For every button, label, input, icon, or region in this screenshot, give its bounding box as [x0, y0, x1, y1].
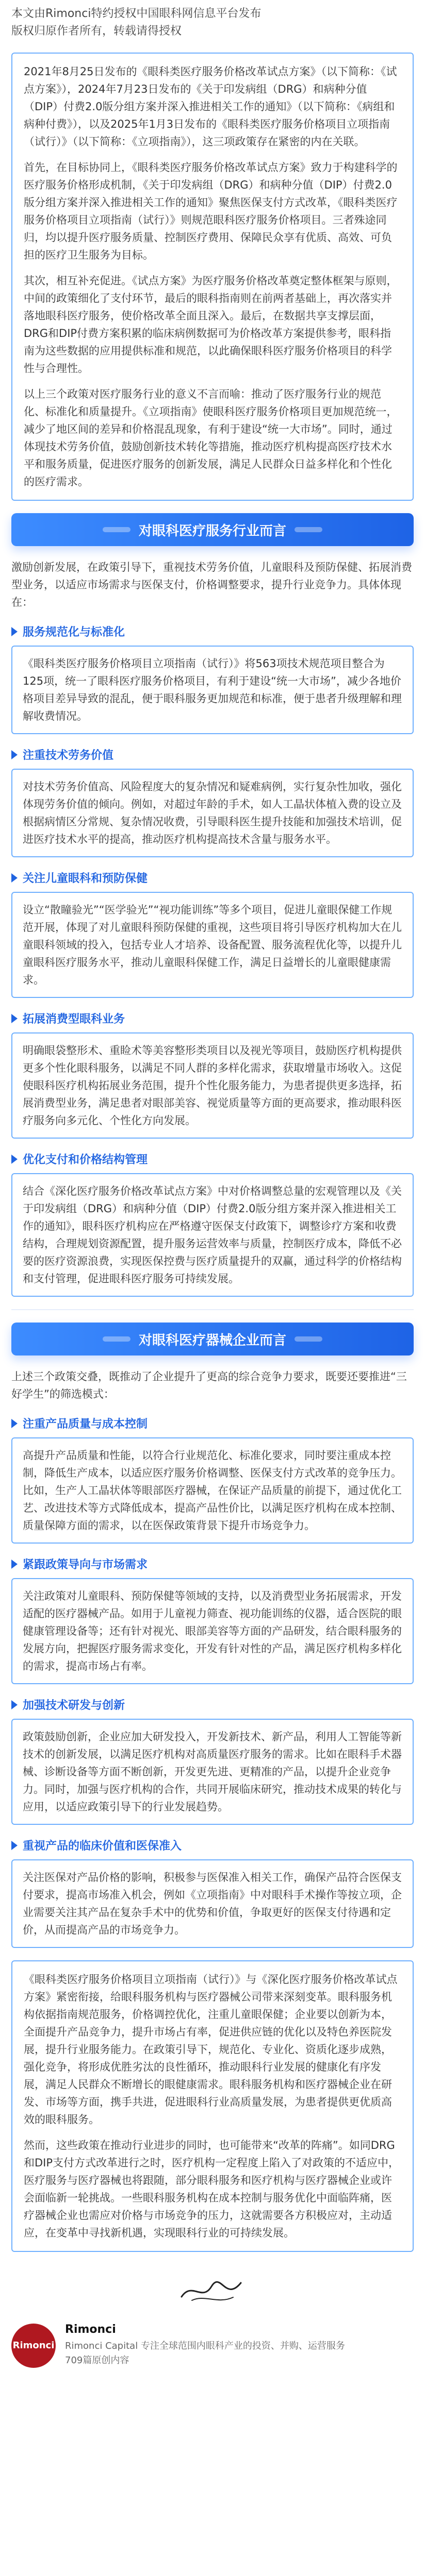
- content-card: [11, 1719, 414, 1825]
- intro-paragraph-2: 首先，在目标协同上，《眼科类医疗服务价格改革试点方案》致力于构建科学的医疗服务价格形成机制，《关于印发病组（DRG）和病种分值（DIP）付费2.0版分组方案并深入推进相关工作的通知》聚焦医保支付方式改革，《眼科类医疗服务价格项目立项指南（试行）》则规范眼科医疗服务价格项目。三者殊途同归，均以提升医疗服务质量、控制医疗费用、保障民众享有优质、高效、可负担的医疗卫生服务为目标。: [24, 161, 398, 261]
- sub-heading: [11, 1556, 414, 1572]
- signature: [171, 2269, 254, 2314]
- closing-paragraph-1: 《眼科类医疗服务价格项目立项指南（试行）》与《深化医疗服务价格改革试点方案》紧密衔接，给眼科服务机构与医疗器械公司带来深刻变革。眼科服务机构依据指南规范服务，价格调控优化，注重儿童眼保健；企业要以创新为本，全面提升产品竞争力，提升市场占有率，促进供应链的优化以及特色养医院发展，提升行业服务能力。在政策引导下，规范化、专业化、资质化逐步成熟，强化竞争，将形成优胜劣汰的良性循环，推动眼科行业发展的健康化有序发展，满足人民群众不断增长的眼健康需求。眼科服务机构和医疗器械企业在研发、市场等方面，携手共进，促进眼科行业高质量发展，为患者提供更优质高效的眼科服务。: [24, 1973, 398, 2126]
- sub-heading-text: 服务规范化与标准化: [23, 626, 125, 639]
- card-body: 结合《深化医疗服务价格改革试点方案》中对价格调整总量的宏观管理以及《关于印发病组（DRG）和病种分值（DIP）付费2.0版分组方案并深入推进相关工作的通知》，眼科医疗机构应在严格遵守医保支付政策下，调整诊疗方案和收费结构，合理规划资源配置，提升服务运营效率与质量，控制医疗成本，降低不必要的医疗资源浪费，实现医保控费与医疗质量提升的双赢，通过科学的价格结构和支付管理，促进眼科医疗服务可持续发展。: [23, 1185, 402, 1285]
- closing-paragraph-2: 然而，这些政策在推动行业进步的同时，也可能带来“改革的阵痛”。如同DRG和DIP支付方式改革进行之时，医疗机构一定程度上陷入了对政策的不适应中，医疗服务与医疗器械也将跟随，部分眼科服务和医疗机构与医疗器械企业或许会面临新一轮挑战。一些眼科服务机构在成本控制与服务优化中面临阵痛，医疗器械企业也需应对价格与市场竞争的压力，这就需要各方积极应对，主动适应，在变革中寻找新机遇，实现眼科行业的可持续发展。: [24, 2139, 400, 2239]
- intro-paragraph-4: 以上三个政策对医疗服务行业的意义不言而喻：推动了医疗服务行业的规范化、标准化和质量提升。《立项指南》使眼科医疗服务价格项目更加规范统一，减少了地区间的差异和价格混乱现象，有利于建设“统一大市场”。同时，通过体现技术劳务价值，鼓励创新技术转化等措施，推动医疗机构提高医疗技术水平和服务质量，促进医疗服务的创新发展，满足人民群众日益多样化和个性化的医疗需求。: [24, 388, 398, 488]
- card-body: 关注政策对儿童眼科、预防保健等领域的支持，以及消费型业务拓展需求，开发适配的医疗器械产品。如用于儿童视力筛查、视功能训练的仪器，适合医院的眼健康管理设备等；还有针对视光、眼部美容等方面的产品研发，结合眼科服务的发展方向，把握医疗服务需求变化，开发有针对性的产品，满足医疗机构多样化的需求，提高市场占有率。: [23, 1590, 402, 1672]
- section-title-text: 对眼科医疗器械企业而言: [138, 1332, 286, 1348]
- dash-deco-icon: [295, 1336, 322, 1342]
- content-card: [11, 1437, 414, 1544]
- triangle-bullet-icon: [11, 1700, 18, 1709]
- dash-deco-icon: [295, 527, 322, 532]
- org-name: Rimonci: [65, 2323, 116, 2336]
- sub-heading: [11, 1151, 414, 1167]
- sub-heading-text: 紧跟政策导向与市场需求: [23, 1558, 148, 1571]
- card-body: 关注医保对产品价格的影响，积极参与医保准入相关工作，确保产品符合医保支付要求，提高市场准入机会，例如《立项指南》中对眼科手术操作等按立项，企业需要关注其产品在复杂手术中的优势和价值，争取更好的医保支付待遇和定价，从而提高产品的市场竞争力。: [23, 1871, 402, 1936]
- sub-heading-text: 注重技术劳务价值: [23, 749, 114, 762]
- repost-line-1: 本文由Rimonci特约授权中国眼科网信息平台发布: [11, 7, 261, 20]
- section-title-services: [11, 513, 414, 546]
- sub-heading: [11, 1837, 414, 1853]
- footer-profile[interactable]: [11, 2323, 414, 2368]
- triangle-bullet-icon: [11, 1841, 18, 1850]
- avatar[interactable]: [11, 2324, 56, 2368]
- card-body: 明确眼袋整形术、重睑术等美容整形类项目以及视光等项目，鼓励医疗机构提供更多个性化眼科服务，以满足不同人群的多样化需求，获取增量市场收入。这促使眼科医疗机构拓展业务范围，提升个性化服务能力，为患者提供更多选择，拓展消费型业务，满足患者对眼部美容、视觉质量等方面的更高要求，推动眼科医疗服务向多元化、个性化方向发展。: [23, 1044, 402, 1127]
- card-body: 对技术劳务价值高、风险程度大的复杂情况和疑难病例，实行复杂性加收，强化体现劳务价值的倾向。例如，对超过年龄的手术，如人工晶状体植入费的设立及根据病情区分常规、复杂情况收费，引导眼科医生提升技能和加强技术培训，促进医疗技术水平的提高，推动医疗机构提高技术含量与服务水平。: [23, 781, 402, 845]
- triangle-bullet-icon: [11, 750, 18, 759]
- intro-paragraph-1: 2021年8月25日发布的《眼科类医疗服务价格改革试点方案》（以下简称：《试点方案》），2024年7月23日发布的《关于印发病组（DRG）和病种分值（DIP）付费2.0版分组方案并深入推进相关工作的通知》（以下简称：《病组和病种付费》），以及2025年1月3日发布的《眼科类医疗服务价格项目立项指南（试行）》（以下简称：《立项指南》），这三项政策存在紧密的内在关联。: [24, 65, 397, 148]
- card-body: 《眼科类医疗服务价格项目立项指南（试行）》将563项技术规范项目整合为125项，统一了眼科医疗服务价格项目，有利于建设“统一大市场”，减少各地价格项目差异导致的混乱，便于眼科服务更加规范和标准，便于患者升级理解和理解收费情况。: [23, 657, 402, 722]
- sub-heading-text: 注重产品质量与成本控制: [23, 1418, 148, 1431]
- sub-heading-text: 拓展消费型眼科业务: [23, 1013, 125, 1026]
- sub-heading: [11, 623, 414, 639]
- repost-note: [0, 0, 425, 40]
- triangle-bullet-icon: [11, 627, 18, 636]
- triangle-bullet-icon: [11, 1419, 18, 1428]
- triangle-bullet-icon: [11, 1560, 18, 1569]
- intro-paragraph-3: 其次，相互补充促进。《试点方案》为医疗服务价格改革奠定整体框架与原则，中间的政策细化了支付环节，最后的眼科指南则在前两者基础上，再次落实并落地眼科医疗服务，使价格改革全面且深入。最后，在数据共享支撑层面，DRG和DIP付费方案积累的临床病例数据可为价格改革方案提供参考，眼科指南为这些数据的应用提供标准和规范，以此确保眼科医疗服务价格项目的科学性与合理性。: [24, 275, 398, 375]
- intro-box: [11, 53, 414, 501]
- dash-deco-icon: [103, 527, 130, 532]
- triangle-bullet-icon: [11, 1155, 18, 1164]
- section-intro: 上述三个政策交叠，既推动了企业提升了更高的综合竞争力要求，既要还要推进“三好学生”的筛选模式：: [11, 1370, 407, 1400]
- content-card: [11, 892, 414, 998]
- triangle-bullet-icon: [11, 1014, 18, 1023]
- repost-line-2: 版权归原作者所有，转载请得授权: [11, 25, 182, 38]
- sub-heading: [11, 1697, 414, 1713]
- content-card: [11, 1032, 414, 1139]
- card-body: 政策鼓励创新，企业应加大研发投入，开发新技术、新产品，利用人工智能等新技术的创新发展，以满足医疗机构对高质量医疗服务的需求。比如在眼科手术器械、诊断设备等方面不断创新，开发更先进、更精准的产品，以提升企业竞争力。同时，加强与医疗机构的合作，共同开展临床研究，推动技术成果的转化与应用，以适应政策引导下的行业发展趋势。: [23, 1731, 402, 1813]
- sub-heading-text: 关注儿童眼科和预防保健: [23, 872, 148, 885]
- dash-deco-icon: [103, 1336, 130, 1342]
- section-title-devices: [11, 1323, 414, 1355]
- sub-heading-text: 加强技术研发与创新: [23, 1699, 125, 1712]
- avatar-text: Rimonci: [12, 2340, 55, 2351]
- sub-heading-text: 优化支付和价格结构管理: [23, 1154, 148, 1166]
- org-meta: 709篇原创内容: [65, 2355, 129, 2366]
- card-body: 设立“散瞳验光”“医学验光”“视功能训练”等多个项目，促进儿童眼保健工作规范开展，体现了对儿童眼科预防保健的重视，这些项目将引导医疗机构加大在儿童眼科领域的投入，包括专业人才培养、设备配置、服务流程优化等，以提升儿童眼科医疗服务水平，推动儿童眼科保健工作，满足日益增长的儿童眼健康需求。: [23, 904, 402, 986]
- section-title-text: 对眼科医疗服务行业而言: [138, 523, 286, 539]
- content-card: [11, 646, 414, 734]
- content-card: [11, 1859, 414, 1948]
- sub-heading-text: 重视产品的临床价值和医保准入: [23, 1840, 182, 1853]
- content-card: [11, 1173, 414, 1297]
- triangle-bullet-icon: [11, 873, 18, 883]
- sub-heading: [11, 747, 414, 762]
- content-card: [11, 1578, 414, 1684]
- content-card: [11, 769, 414, 857]
- signature-icon: [176, 2274, 249, 2310]
- closing-box: [11, 1960, 414, 2252]
- section-intro: 激励创新发展，在政策引导下，重视技术劳务价值，儿童眼科及预防保健、拓展消费型业务，以适应市场需求与医保支付，价格调整要求，提升行业竞争力。具体体现在：: [11, 561, 412, 608]
- sub-heading: [11, 1415, 414, 1431]
- org-desc: Rimonci Capital 专注全球范围内眼科产业的投资、并购、运营服务: [65, 2341, 345, 2351]
- sub-heading: [11, 870, 414, 886]
- card-body: 高提升产品质量和性能，以符合行业规范化、标准化要求，同时要注重成本控制，降低生产成本，以适应医疗服务价格调整、医保支付方式改革的竞争压力。比如，生产人工晶状体等眼部医疗器械，在保证产品质量的前提下，通过优化工艺、改进技术等方式降低成本，提高产品性价比，以满足医疗机构在成本控制、质量保障方面的需求，以在医保政策背景下提升市场竞争力。: [23, 1449, 402, 1532]
- sub-heading: [11, 1010, 414, 1026]
- footer-text: [65, 2323, 345, 2368]
